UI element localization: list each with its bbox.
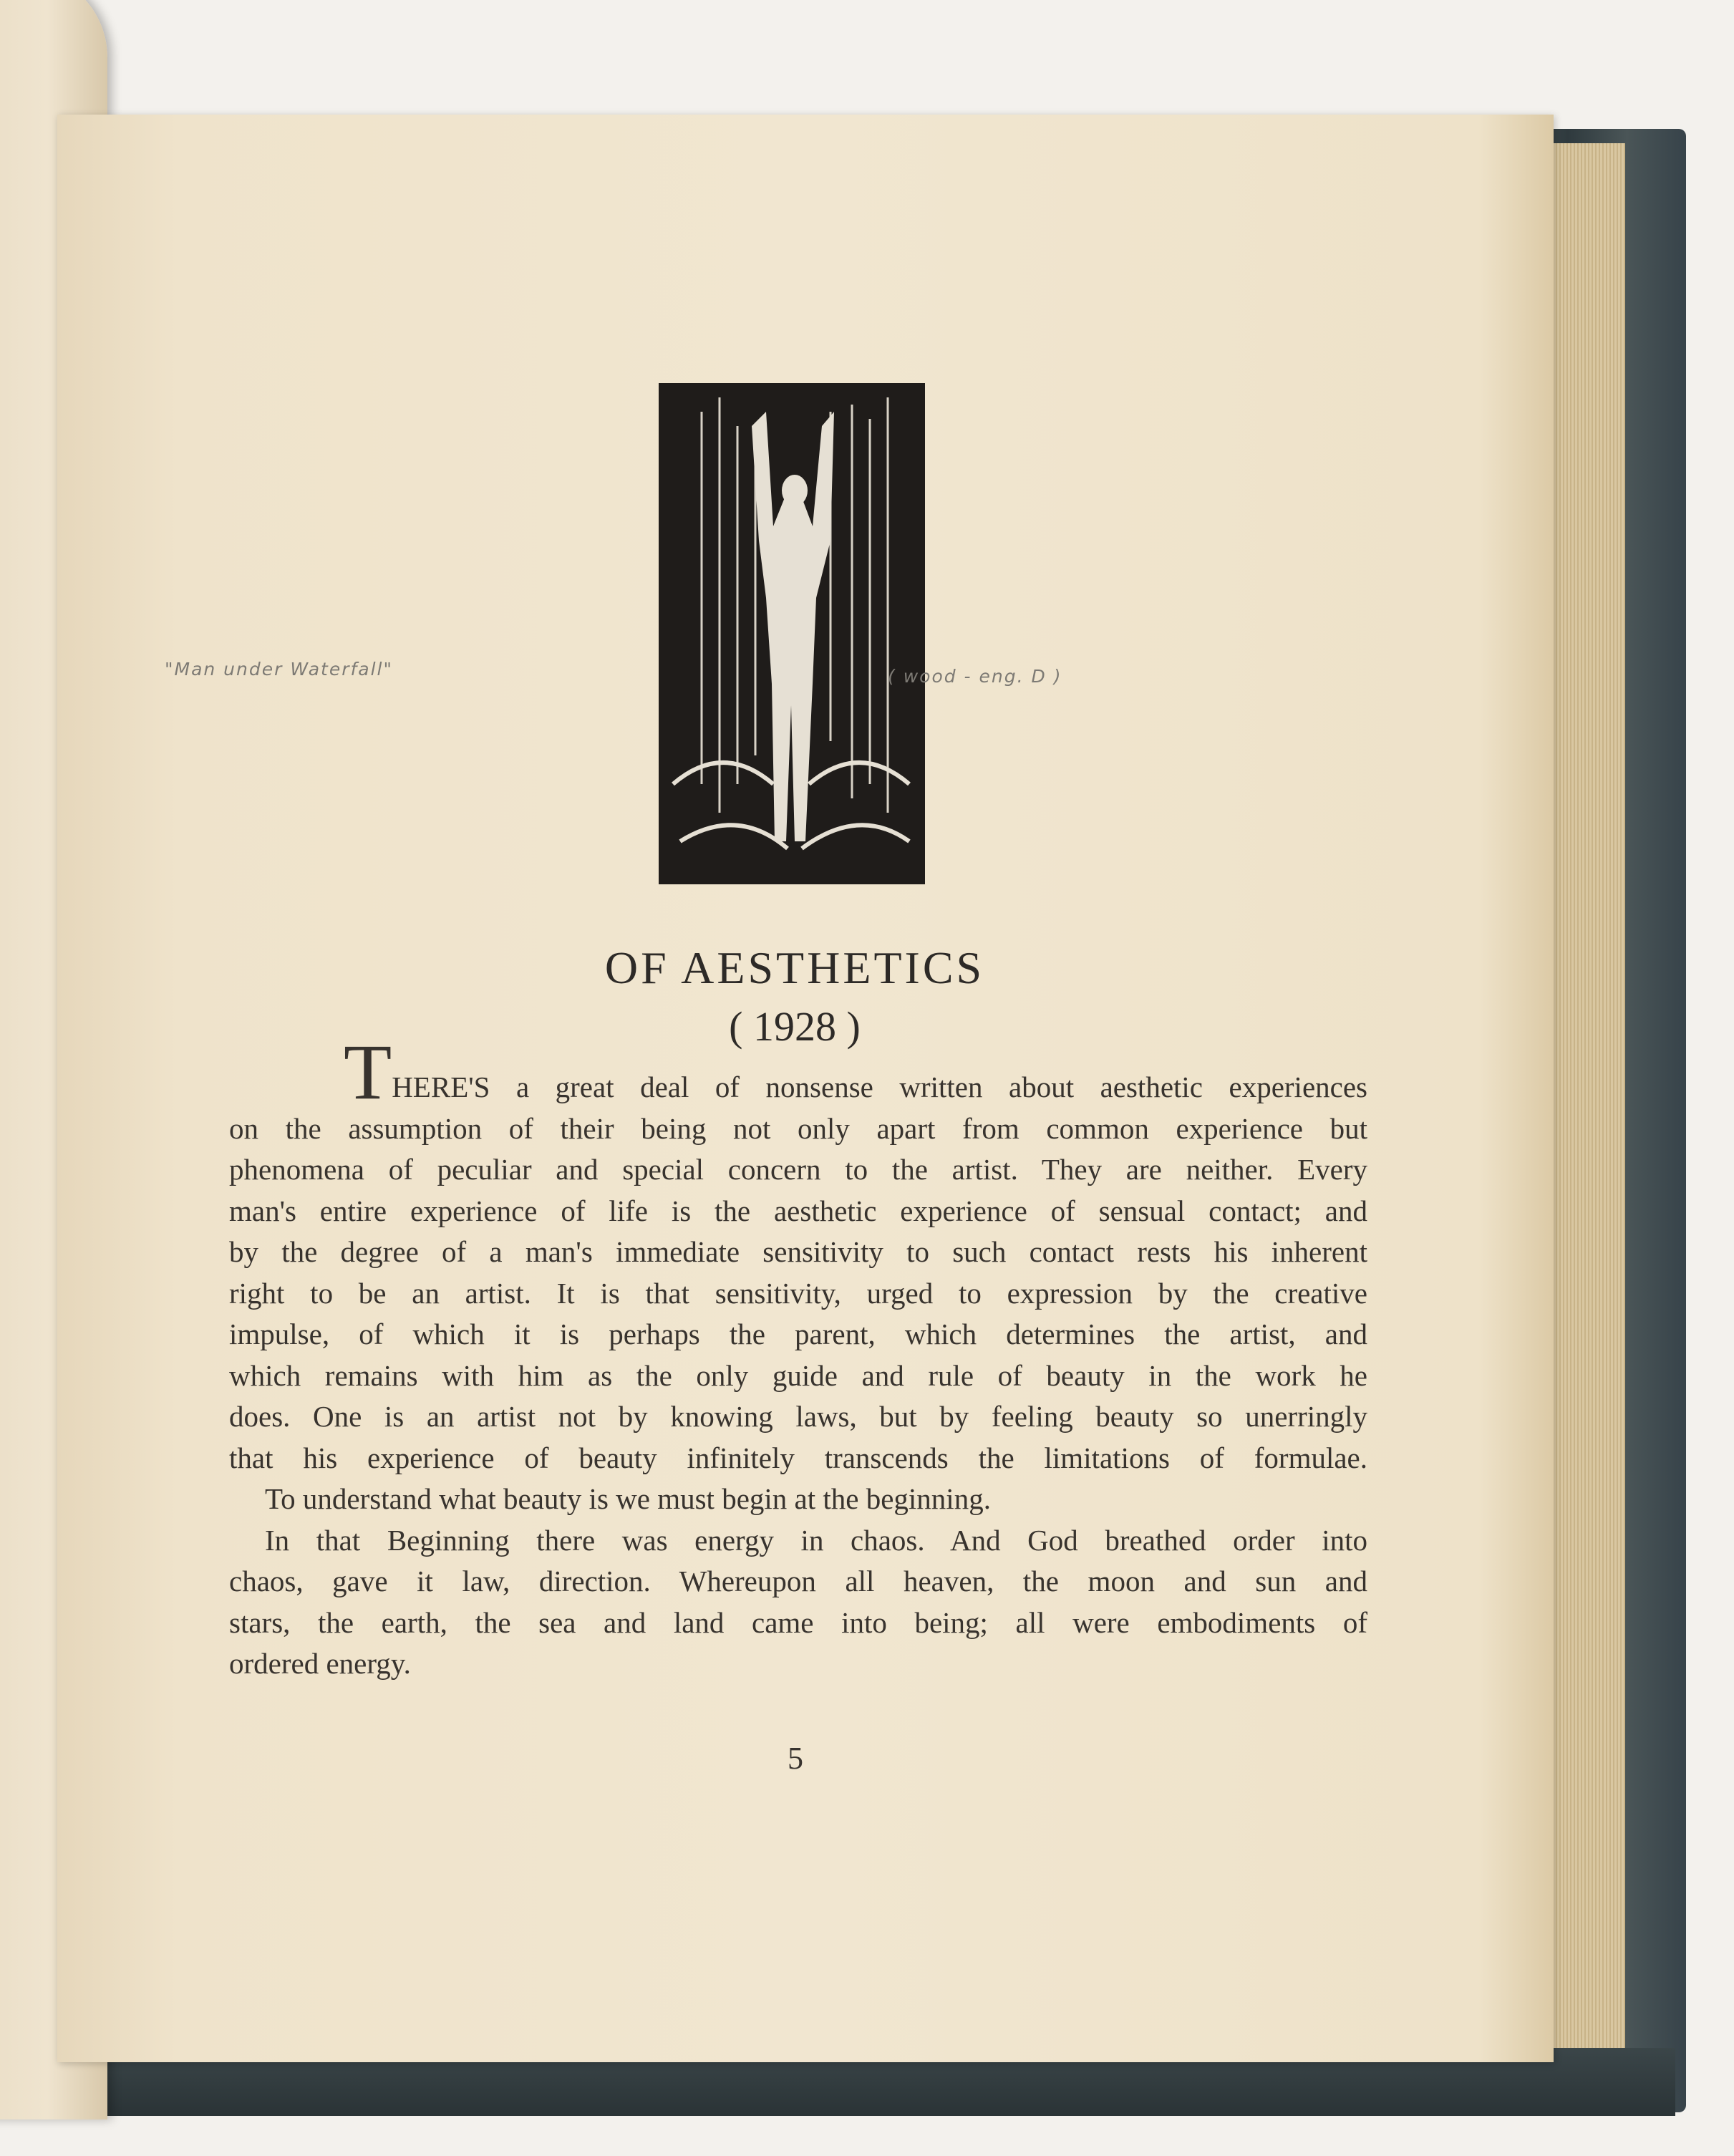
book-page [57, 115, 1554, 2062]
text-line: In that Beginning there was energy in chaos. And God breathed order into [265, 1523, 1367, 1557]
illustration-medium-caption: ( wood - eng. D ) [888, 666, 1062, 687]
text-line: chaos, gave it law, direction. Whereupon all heaven, the moon and sun and [229, 1565, 1367, 1597]
text-line: impulse, of which it is perhaps the parent, which determines the artist, and [229, 1318, 1367, 1350]
drop-cap: T [344, 1028, 392, 1116]
chapter-year: ( 1928 ) [729, 1003, 861, 1050]
text-line: To understand what beauty is we must begin at the beginning. [265, 1482, 991, 1515]
text-line: ordered energy. [229, 1647, 411, 1680]
chapter-title: OF AESTHETICS [604, 942, 985, 993]
text-line: that his experience of beauty infinitely transcends the limitations of formulae. [229, 1441, 1367, 1474]
wood-engraving-illustration [659, 383, 925, 884]
text-line: right to be an artist. It is that sensitivity, urged to expression by the creative [229, 1276, 1367, 1310]
page-number: 5 [788, 1741, 803, 1776]
text-line: stars, the earth, the sea and land came into being; all were embodiments of [229, 1605, 1367, 1639]
illustration-title-caption: "Man under Waterfall" [165, 659, 393, 680]
text-line: which remains with him as the only guide and rule of beauty in the work he [229, 1358, 1367, 1392]
body-text [229, 1028, 1367, 1685]
text-line-content: HERE'S a great deal of nonsense written about aesthetic experiences [392, 1070, 1367, 1103]
text-line: does. One is an artist not by knowing laws, but by feeling beauty so unerringly [229, 1400, 1367, 1433]
text-line [229, 1028, 1367, 1116]
text-line: on the assumption of their being not only apart from common experience but [229, 1111, 1367, 1145]
text-line: phenomena of peculiar and special concern to the artist. They are neither. Every [229, 1153, 1367, 1186]
text-line: by the degree of a man's immediate sensitivity to such contact rests his inherent [229, 1235, 1367, 1268]
text-line: man's entire experience of life is the aesthetic experience of sensual contact; and [229, 1194, 1367, 1227]
